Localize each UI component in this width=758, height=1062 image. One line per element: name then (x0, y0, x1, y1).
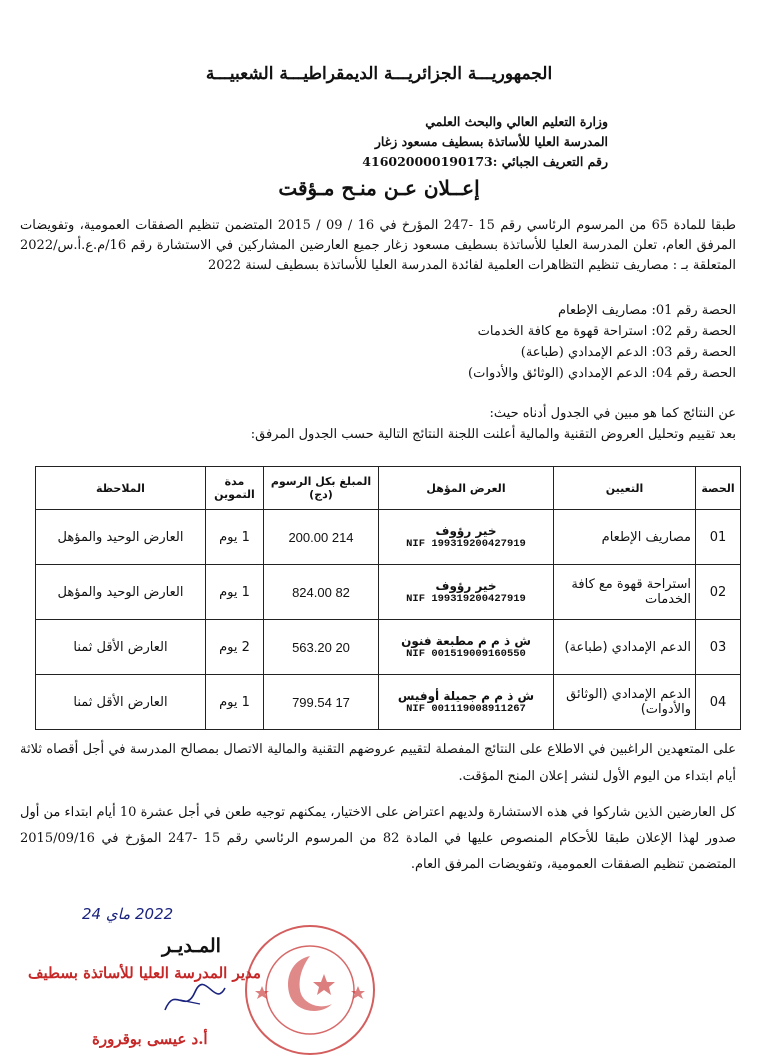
results-intro (20, 403, 736, 445)
bidder-nif: NIF 199319200427919 (406, 593, 526, 605)
cell-lot: 04 (696, 675, 741, 730)
header-bidder: العرض المؤهل (379, 467, 554, 510)
cell-duration: 1 يوم (206, 675, 264, 730)
cell-bidder (379, 675, 554, 730)
official-seal-icon (240, 920, 380, 1060)
bidder-name: ش ذ م م مطبعة فنون (401, 634, 531, 648)
table-header-row (36, 467, 741, 510)
table-row (36, 565, 741, 620)
tax-id-line: رقم التعريف الجبائي :416020000190173 (362, 154, 608, 169)
header-designation: التعيين (554, 467, 696, 510)
cell-designation: الدعم الإمدادي (الوثائق والأدوات) (554, 675, 696, 730)
header-amount: المبلغ بكل الرسوم (دج) (264, 467, 379, 510)
school-line: المدرسة العليا للأساتذة بسطيف مسعود زغار (374, 134, 608, 149)
cell-bidder (379, 565, 554, 620)
cell-remark: العارض الوحيد والمؤهل (36, 565, 206, 620)
ministry-line: وزارة التعليم العالي والبحث العلمي (425, 114, 608, 129)
header-duration: مدة التموين (206, 467, 264, 510)
results-table (35, 466, 741, 730)
cell-duration: 1 يوم (206, 565, 264, 620)
cell-amount: 17 799.54 (264, 675, 379, 730)
bidder-nif: NIF 001519009160550 (406, 648, 526, 660)
results-intro-line-2: بعد تقييم وتحليل العروض التقنية والمالية أعلنت اللجنة النتائج التالية حسب الجدول المرفق: (250, 427, 736, 442)
intro-paragraph: طبقا للمادة 65 من المرسوم الرئاسي رقم 15 -247 المؤرخ في 16 / 09 / 2015 المتضمن تنظيم الصفقات العمومية، وتفويضات المرفق العام، تعلن المدرسة العليا للأساتذة بسطيف مسعود زغار جميع العارضين المشاركين في الاستشارة رقم 16/م.ع.أ.س/2022 المتعلقة بـ : مصاريف تنظيم التظاهرات العلمية لفائدة المدرسة العليا للأساتذة بسطيف لسنة 2022 (20, 218, 736, 273)
header-lot: الحصة (696, 467, 741, 510)
bidder-nif: NIF 001119008911267 (406, 703, 526, 715)
cell-designation: مصاريف الإطعام (554, 510, 696, 565)
bidder-name: ش ذ م م جميلة أوفيس (397, 689, 535, 703)
cell-bidder (379, 510, 554, 565)
lot-item: الحصة رقم 01: مصاريف الإطعام (557, 303, 736, 318)
paragraph-results-access: على المتعهدين الراغبين في الاطلاع على النتائج المفصلة لتقييم عروضهم التقنية والمالية الاتصال بمصالح المدرسة في أجل أقصاه ثلاثة أيام ابتداء من اليوم الأول لنشر إعلان المنح المؤقت. (20, 742, 736, 784)
cell-amount: 20 563.20 (264, 620, 379, 675)
signature-icon (160, 980, 230, 1020)
table-row (36, 675, 741, 730)
cell-duration: 1 يوم (206, 510, 264, 565)
table-row (36, 620, 741, 675)
bidder-nif: NIF 199319200427919 (406, 538, 526, 550)
director-title: المـديـر (162, 935, 221, 957)
results-intro-line-1: عن النتائج كما هو مبين في الجدول أدناه حيث: (489, 406, 736, 421)
cell-bidder (379, 620, 554, 675)
cell-designation: الدعم الإمدادي (طباعة) (554, 620, 696, 675)
cell-remark: العارض الأقل ثمنا (36, 620, 206, 675)
cell-lot: 03 (696, 620, 741, 675)
cell-duration: 2 يوم (206, 620, 264, 675)
director-stamp-text: مدير المدرسة العليا للأساتذة بسطيف (28, 964, 261, 982)
cell-remark: العارض الوحيد والمؤهل (36, 510, 206, 565)
republic-heading: الجمهوريـــة الجزائريـــة الديمقراطيـــة الشعبيـــة (205, 64, 553, 84)
lot-item: الحصة رقم 02: استراحة قهوة مع كافة الخدمات (477, 324, 736, 339)
lot-item: الحصة رقم 03: الدعم الإمدادي (طباعة) (520, 345, 736, 360)
cell-designation: استراحة قهوة مع كافة الخدمات (554, 565, 696, 620)
director-name-stamp: أ.د عيسى بوقرورة (92, 1030, 208, 1048)
bidder-name: خير رؤوف (435, 579, 497, 593)
lots-list (468, 300, 736, 384)
cell-lot: 01 (696, 510, 741, 565)
lot-item: الحصة رقم 04: الدعم الإمدادي (الوثائق والأدوات) (468, 366, 736, 381)
paragraph-appeal: كل العارضين الذين شاركوا في هذه الاستشارة ولديهم اعتراض على الاختيار، يمكنهم توجيه طعن في أجل عشرة 10 أيام ابتداء من أول صدور لهذا الإعلان طبقا للأحكام المنصوص عليها في المادة 82 من المرسوم الرئاسي رقم 15 -247 المؤرخ في 2015/09/16 المتضمن تنظيم الصفقات العمومية، وتفويضات المرفق العام. (20, 805, 737, 872)
bidder-name: خير رؤوف (435, 524, 497, 538)
cell-lot: 02 (696, 565, 741, 620)
table-row (36, 510, 741, 565)
announcement-title: إعــلان عـن منـح مـؤقت (278, 176, 480, 200)
handwritten-date: 2022 ماي 24 (82, 905, 174, 923)
cell-remark: العارض الأقل ثمنا (36, 675, 206, 730)
header-remark: الملاحظة (36, 467, 206, 510)
cell-amount: 82 824.00 (264, 565, 379, 620)
cell-amount: 214 200.00 (264, 510, 379, 565)
